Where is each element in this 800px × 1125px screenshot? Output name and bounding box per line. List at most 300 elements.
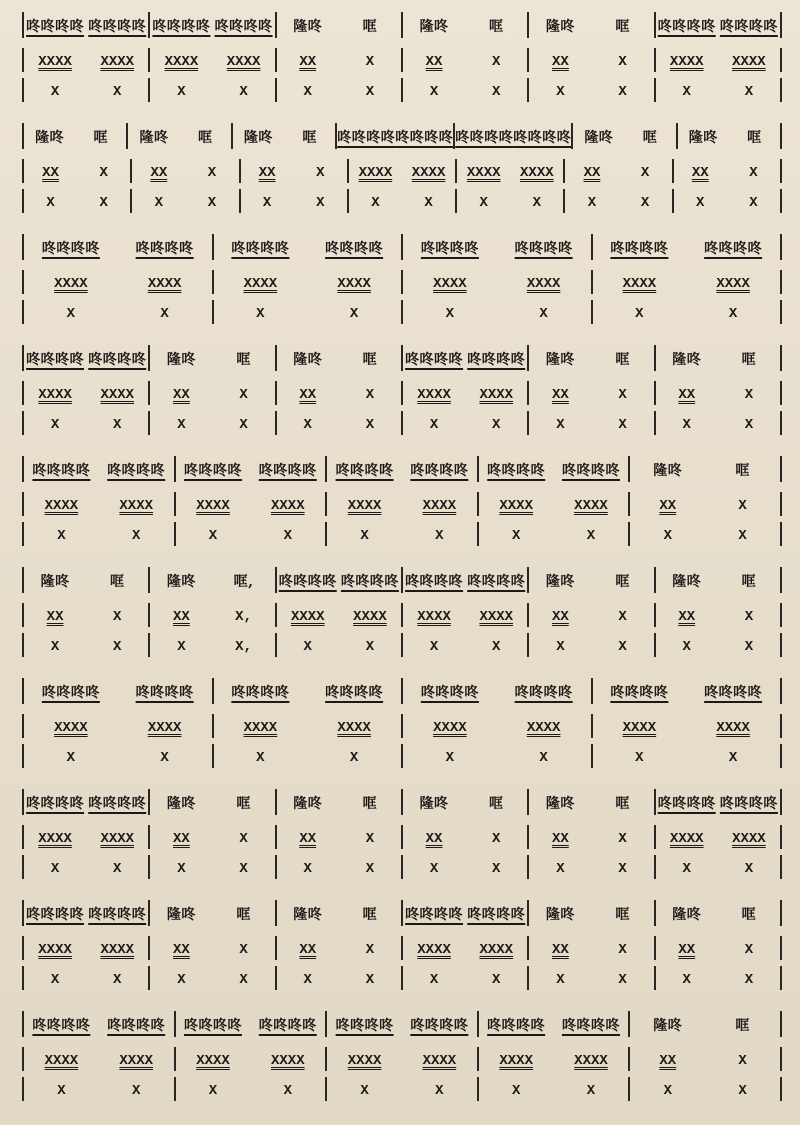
- beat-note: X: [435, 528, 444, 544]
- syllable: 咚咚咚咚: [88, 796, 147, 812]
- rhythm-note: XX: [173, 831, 190, 847]
- syllable-row: [22, 789, 782, 815]
- measure: [22, 78, 148, 102]
- syllable: 咚咚咚咚: [420, 685, 479, 701]
- beat-note: X: [360, 1083, 369, 1099]
- beat-note: X: [50, 84, 60, 100]
- measure: [22, 1011, 174, 1037]
- beat-note: X: [208, 528, 218, 544]
- syllable: 哐: [615, 796, 630, 812]
- beat-note: X: [50, 639, 60, 655]
- syllable: 隆咚: [545, 796, 575, 812]
- measure: [401, 855, 527, 879]
- beat-note: X: [556, 861, 565, 877]
- rhythm-note: XXXX: [574, 498, 608, 514]
- rhythm-row: [22, 270, 782, 294]
- rhythm-note: XXXX: [243, 720, 278, 736]
- rhythm-note: X: [99, 165, 108, 181]
- measure: [275, 78, 401, 102]
- syllable: 咚咚咚咚: [26, 907, 85, 923]
- rhythm-note: XXXX: [226, 54, 261, 70]
- measure: [347, 159, 455, 183]
- rhythm-note: XXXX: [433, 720, 467, 736]
- beat-note: X: [154, 195, 164, 211]
- syllable: 哐: [741, 907, 757, 923]
- measure: [212, 714, 402, 738]
- syllable: 咚咚咚咚: [88, 19, 147, 35]
- syllable-row: [22, 900, 782, 926]
- measure: [477, 1011, 629, 1037]
- syllable: 咚咚咚咚: [410, 463, 469, 479]
- syllable: 隆咚: [545, 352, 575, 368]
- measure: [275, 411, 401, 435]
- syllable: 咚咚咚咚: [32, 1018, 91, 1034]
- measure: [22, 522, 174, 546]
- measure: [148, 411, 274, 435]
- score-systems: [22, 12, 782, 1122]
- syllable: 咚咚咚咚: [183, 463, 242, 479]
- rhythm-note: XXXX: [44, 1053, 79, 1069]
- beat-note: X: [663, 1083, 672, 1099]
- beat-note: X: [738, 1083, 747, 1099]
- syllable: 咚咚咚咚: [405, 352, 464, 368]
- rhythm-note: X: [365, 54, 375, 70]
- rhythm-note: XXXX: [196, 1053, 230, 1069]
- beat-note: X: [177, 84, 186, 100]
- measure: [275, 936, 401, 960]
- syllable: 哐: [615, 19, 630, 35]
- measure: [571, 123, 675, 149]
- syllable: 哐: [362, 796, 378, 812]
- beat-note: X: [360, 528, 369, 544]
- measure: [275, 603, 401, 627]
- measure: [401, 789, 527, 815]
- measure: [22, 1077, 174, 1101]
- measure: [22, 300, 212, 324]
- syllable: 咚咚咚咚: [183, 1018, 242, 1034]
- measure: [22, 966, 148, 990]
- beat-note: X: [66, 306, 76, 322]
- beat-note: X: [160, 750, 169, 766]
- beat-note: X: [239, 417, 248, 433]
- beat-note: X: [365, 639, 375, 655]
- syllable-row: [22, 123, 782, 149]
- syllable: 咚咚咚咚: [514, 685, 573, 701]
- beat-row: [22, 300, 782, 324]
- rhythm-note: XX: [551, 609, 569, 625]
- beat-note: X: [424, 195, 433, 211]
- beat-note: X: [131, 1083, 141, 1099]
- beat-row: [22, 966, 782, 990]
- measure: [212, 678, 402, 704]
- syllable: 咚咚咚咚: [561, 1018, 620, 1034]
- beat-row: [22, 522, 782, 546]
- measure: [401, 567, 527, 593]
- measure: [628, 456, 782, 482]
- syllable: 咚咚咚咚: [561, 463, 620, 479]
- syllable: 咚咚咚咚: [325, 685, 384, 701]
- syllable: 咚咚咚咚: [325, 241, 384, 257]
- syllable: 哐: [110, 574, 125, 590]
- measure: [455, 189, 563, 213]
- beat-note: X: [46, 195, 55, 211]
- measure: [628, 1047, 782, 1071]
- measure: [401, 345, 527, 371]
- measure: [275, 900, 401, 926]
- beat-note: X: [99, 195, 108, 211]
- rhythm-note: X: [618, 831, 627, 847]
- measure: [212, 744, 402, 768]
- rhythm-note: XX: [173, 387, 190, 403]
- measure: [148, 48, 274, 72]
- beat-note: X: [160, 306, 169, 322]
- syllable: 哐: [642, 130, 658, 146]
- syllable-row: [22, 12, 782, 38]
- beat-note: X: [586, 1083, 596, 1099]
- rhythm-note: X: [618, 387, 627, 403]
- syllable: 咚咚咚咚: [405, 574, 464, 590]
- measure: [148, 855, 274, 879]
- measure: [174, 1077, 326, 1101]
- beat-row: [22, 1077, 782, 1101]
- measure: [325, 522, 477, 546]
- measure: [22, 936, 148, 960]
- measure: [174, 492, 326, 516]
- syllable: 咚咚咚咚: [88, 352, 147, 368]
- measure: [239, 189, 347, 213]
- measure: [654, 936, 782, 960]
- measure: [174, 522, 326, 546]
- score-system: [22, 1011, 782, 1122]
- measure: [654, 789, 782, 815]
- beat-note: X: [556, 84, 565, 100]
- measure: [148, 567, 274, 593]
- beat-note: X: [539, 306, 548, 322]
- syllable: 哐: [236, 796, 251, 812]
- measure: [22, 714, 212, 738]
- measure: [477, 1047, 629, 1071]
- rhythm-note: XXXX: [353, 609, 387, 625]
- beat-note: X: [57, 528, 66, 544]
- syllable: 咚咚咚咚: [657, 19, 716, 35]
- measure: [148, 825, 274, 849]
- rhythm-note: XX: [691, 165, 709, 181]
- measure: [22, 456, 174, 482]
- measure: [130, 189, 238, 213]
- rhythm-note: X: [744, 387, 754, 403]
- rhythm-note: XXXX: [411, 165, 446, 181]
- measure: [591, 678, 783, 704]
- measure: [148, 345, 274, 371]
- measure: [401, 936, 527, 960]
- measure: [275, 633, 401, 657]
- beat-note: X: [256, 306, 265, 322]
- beat-note: X: [556, 639, 565, 655]
- measure: [654, 567, 782, 593]
- measure: [654, 381, 782, 405]
- syllable: 哐: [362, 352, 378, 368]
- rhythm-note: XXXX: [270, 1053, 305, 1069]
- beat-note: X: [492, 972, 501, 988]
- measure: [654, 825, 782, 849]
- measure: [527, 381, 653, 405]
- rhythm-note: XX: [659, 498, 677, 514]
- rhythm-note: X: [744, 609, 754, 625]
- syllable: 咚咚咚咚: [657, 796, 716, 812]
- rhythm-note: XXXX: [417, 609, 451, 625]
- score-system: [22, 567, 782, 678]
- measure: [401, 900, 527, 926]
- rhythm-note: XXXX: [526, 276, 561, 292]
- syllable-row: [22, 456, 782, 482]
- measure: [22, 744, 212, 768]
- rhythm-note: XXXX: [732, 831, 766, 847]
- syllable: 咚咚咚咚: [135, 685, 194, 701]
- rhythm-note: XX: [678, 609, 696, 625]
- syllable-row: [22, 678, 782, 704]
- syllable: 咚咚咚咚: [107, 1018, 166, 1034]
- syllable: 哐: [236, 907, 251, 923]
- rhythm-note: XX: [258, 165, 276, 181]
- measure: [527, 633, 653, 657]
- beat-note: X: [539, 750, 548, 766]
- measure: [231, 123, 335, 149]
- syllable: 咚咚咚咚: [231, 685, 290, 701]
- beat-note: X: [663, 528, 672, 544]
- beat-note: X: [618, 861, 627, 877]
- beat-note: X: [696, 195, 705, 211]
- beat-note: X: [635, 750, 644, 766]
- measure: [148, 936, 274, 960]
- measure: [527, 825, 653, 849]
- beat-note: X: [511, 1083, 521, 1099]
- measure: [22, 345, 148, 371]
- syllable: 咚咚咚咚: [719, 19, 778, 35]
- syllable: 咚咚咚咚: [32, 463, 91, 479]
- syllable: 隆咚: [419, 19, 449, 35]
- syllable: 哐: [362, 907, 378, 923]
- rhythm-note: X: [239, 387, 248, 403]
- rhythm-note: XXXX: [732, 54, 766, 70]
- measure: [455, 159, 563, 183]
- measure: [401, 78, 527, 102]
- beat-note: X: [177, 861, 186, 877]
- rhythm-note: X: [365, 387, 375, 403]
- syllable: 隆咚: [293, 907, 323, 923]
- measure: [527, 855, 653, 879]
- rhythm-note: XXXX: [466, 165, 501, 181]
- syllable: 哐: [735, 1018, 750, 1034]
- rhythm-note: XX: [425, 831, 443, 847]
- rhythm-note: X: [239, 942, 248, 958]
- rhythm-note: XX: [659, 1053, 677, 1069]
- syllable: 隆咚: [293, 796, 323, 812]
- measure: [212, 270, 402, 294]
- measure: [22, 825, 148, 849]
- measure: [401, 966, 527, 990]
- measure: [22, 633, 148, 657]
- measure: [22, 789, 148, 815]
- syllable: 哐: [735, 463, 750, 479]
- measure: [22, 189, 130, 213]
- beat-note: X: [365, 417, 375, 433]
- syllable: 隆咚: [672, 352, 702, 368]
- measure: [22, 381, 148, 405]
- beat-note: X: [435, 1083, 444, 1099]
- measure: [325, 1077, 477, 1101]
- syllable: 咚咚咚咚: [410, 1018, 469, 1034]
- measure: [401, 300, 591, 324]
- measure: [401, 381, 527, 405]
- rhythm-note: XXXX: [622, 276, 657, 292]
- beat-note: X: [682, 972, 691, 988]
- rhythm-note: XXXX: [417, 942, 451, 958]
- rhythm-note: X: [744, 942, 754, 958]
- measure: [148, 789, 274, 815]
- rhythm-note: XXXX: [347, 498, 382, 514]
- beat-note: X: [50, 972, 60, 988]
- measure: [22, 855, 148, 879]
- measure: [174, 456, 326, 482]
- beat-note: X: [492, 417, 501, 433]
- rhythm-note: XXXX: [44, 498, 79, 514]
- beat-note: X: [283, 528, 292, 544]
- measure: [477, 492, 629, 516]
- score-system: [22, 345, 782, 456]
- beat-note: X: [239, 84, 248, 100]
- measure: [212, 300, 402, 324]
- beat-note: X: [586, 528, 596, 544]
- beat-note: X: [429, 861, 439, 877]
- syllable: 隆咚: [293, 19, 323, 35]
- beat-note: X: [728, 306, 738, 322]
- rhythm-note: X: [239, 831, 248, 847]
- measure: [527, 411, 653, 435]
- measure: [672, 189, 782, 213]
- measure: [148, 633, 274, 657]
- beat-note: X: [532, 195, 542, 211]
- beat-note: X: [618, 417, 627, 433]
- syllable: 隆咚: [293, 352, 323, 368]
- measure: [591, 714, 783, 738]
- beat-note: X: [131, 528, 141, 544]
- beat-note: X: [744, 861, 754, 877]
- rhythm-note: XX: [299, 54, 317, 70]
- measure: [275, 48, 401, 72]
- measure: [22, 1047, 174, 1071]
- syllable: 哐,: [233, 574, 254, 590]
- syllable: 咚咚咚咚: [41, 685, 100, 701]
- beat-note: X: [429, 84, 439, 100]
- rhythm-note: XX: [425, 54, 443, 70]
- beat-row: [22, 189, 782, 213]
- syllable: 咚咚咚咚: [258, 1018, 317, 1034]
- rhythm-note: XXXX: [147, 276, 182, 292]
- beat-note: X: [66, 750, 76, 766]
- measure: [148, 78, 274, 102]
- measure: [126, 123, 230, 149]
- rhythm-note: XXXX: [622, 720, 657, 736]
- measure: [628, 1077, 782, 1101]
- beat-row: [22, 855, 782, 879]
- measure: [527, 78, 653, 102]
- rhythm-note: XXXX: [479, 609, 514, 625]
- beat-note: X: [239, 861, 248, 877]
- syllable: 隆咚: [653, 463, 683, 479]
- measure: [22, 48, 148, 72]
- beat-note: X: [682, 639, 691, 655]
- measure: [275, 789, 401, 815]
- syllable: 咚咚咚咚: [26, 19, 85, 35]
- measure: [22, 603, 148, 627]
- measure: [527, 345, 653, 371]
- syllable: 哐: [93, 130, 109, 146]
- syllable: 咚咚咚咚: [395, 130, 454, 146]
- measure: [672, 159, 782, 183]
- beat-note: X: [728, 750, 738, 766]
- rhythm-note: XX: [551, 54, 569, 70]
- rhythm-note: XXXX: [270, 498, 305, 514]
- syllable: 咚咚咚咚: [231, 241, 290, 257]
- rhythm-note: XX: [299, 831, 317, 847]
- measure: [527, 900, 653, 926]
- beat-note: X: [239, 972, 248, 988]
- beat-note: X: [50, 417, 60, 433]
- score-system: [22, 900, 782, 1011]
- rhythm-row: [22, 381, 782, 405]
- measure: [654, 855, 782, 879]
- syllable: 咚咚咚咚: [719, 796, 778, 812]
- rhythm-note: X: [207, 165, 217, 181]
- rhythm-note: XXXX: [479, 942, 514, 958]
- measure: [275, 12, 401, 38]
- measure: [401, 603, 527, 627]
- beat-note: X: [365, 972, 375, 988]
- syllable: 隆咚: [243, 130, 273, 146]
- rhythm-note: XXXX: [358, 165, 393, 181]
- syllable: 哐: [615, 907, 630, 923]
- measure: [401, 411, 527, 435]
- measure: [477, 522, 629, 546]
- syllable: 隆咚: [545, 574, 575, 590]
- measure: [325, 456, 477, 482]
- syllable: 咚咚咚咚: [610, 241, 669, 257]
- syllable: 咚咚咚咚: [340, 574, 399, 590]
- rhythm-note: XXXX: [716, 276, 750, 292]
- syllable: 隆咚: [166, 574, 196, 590]
- syllable-row: [22, 567, 782, 593]
- rhythm-row: [22, 492, 782, 516]
- rhythm-note: X: [113, 609, 122, 625]
- measure: [174, 1047, 326, 1071]
- measure: [654, 48, 782, 72]
- rhythm-note: X: [738, 498, 747, 514]
- beat-note: X: [749, 195, 758, 211]
- syllable: 哐: [615, 352, 630, 368]
- beat-note: X: [113, 84, 122, 100]
- measure: [148, 381, 274, 405]
- rhythm-note: XX: [551, 831, 569, 847]
- beat-note: X: [479, 195, 488, 211]
- syllable: 咚咚咚咚: [335, 463, 394, 479]
- measure: [591, 744, 783, 768]
- measure: [401, 234, 591, 260]
- measure: [527, 966, 653, 990]
- measure: [654, 78, 782, 102]
- measure: [654, 411, 782, 435]
- rhythm-note: X: [492, 831, 501, 847]
- syllable: 咚咚咚咚: [704, 241, 763, 257]
